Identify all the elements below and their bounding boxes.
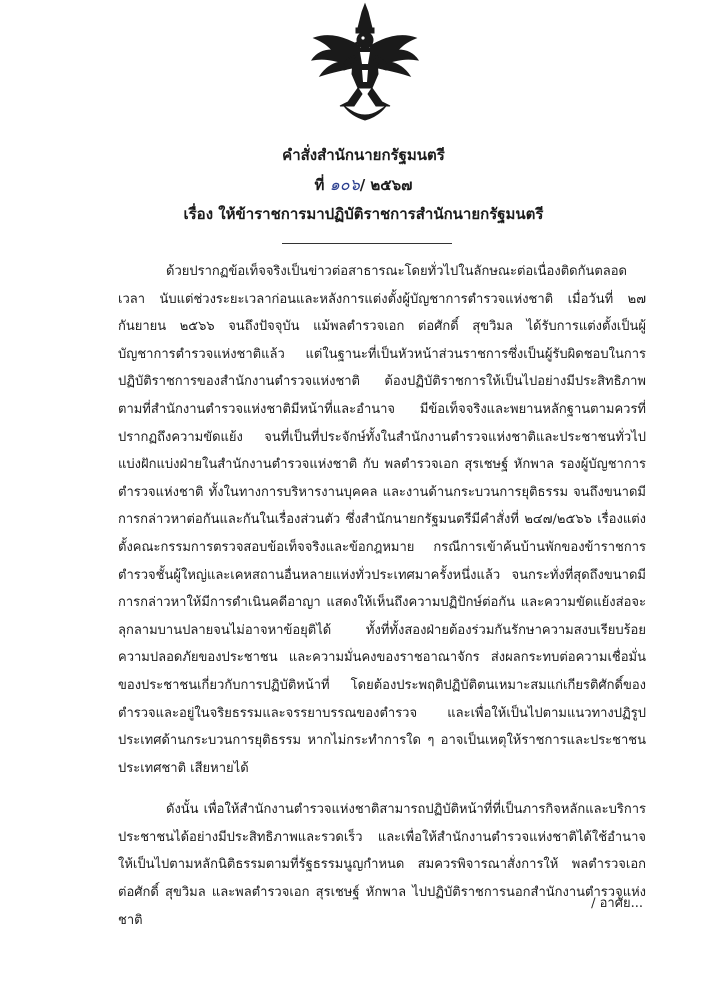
document-body <box>118 258 646 934</box>
header-divider <box>282 243 452 244</box>
continuation-note: / อาศัย... <box>591 896 643 911</box>
order-number-suffix: / ๒๕๖๗ <box>359 176 413 194</box>
body-paragraph-2: ดังนั้น เพื่อให้สำนักงานตำรวจแห่งชาติสามารถปฏิบัติหน้าที่ที่เป็นภารกิจหลักและบริการประชาชนได้อย่างมีประสิทธิภาพและรวดเร็ว และเพื่อให้สำนักงานตำรวจแห่งชาติได้ใช้อำนาจให้เป็นไปตามหลักนิติธรรมตามที่รัฐธรรมนูญกำหนด สมควรพิจารณาสั่งการให้ พลตำรวจเอก ต่อศักดิ์ สุขวิมล และพลตำรวจเอก สุรเชษฐ์ หักพาล ไปปฏิบัติราชการนอกสำนักงานตำรวจแห่งชาติ <box>118 802 646 928</box>
order-subject: เรื่อง ให้ข้าราชการมาปฏิบัติราชการสำนักนายกรัฐมนตรี <box>183 205 544 223</box>
order-number-handwritten: ๑๐๖ <box>329 175 360 194</box>
body-paragraph-1: ด้วยปรากฏข้อเท็จจริงเป็นข่าวต่อสาธารณะโดยทั่วไปในลักษณะต่อเนื่องติดกันตลอดเวลา นับแต่ช่วงระยะเวลาก่อนและหลังการแต่งตั้งผู้บัญชาการตำรวจแห่งชาติ เมื่อวันที่ ๒๗ กันยายน ๒๕๖๖ จนถึงปัจจุบัน แม้พลตำรวจเอก ต่อศักดิ์ สุขวิมล ได้รับการแต่งตั้งเป็นผู้บัญชาการตำรวจแห่งชาติแล้ว แต่ในฐานะที่เป็นหัวหน้าส่วนราชการซึ่งเป็นผู้รับผิดชอบในการปฏิบัติราชการของสำนักงานตำรวจแห่งชาติ ต้องปฏิบัติราชการให้เป็นไปอย่างมีประสิทธิภาพตามที่สำนักงานตำรวจแห่งชาติมีหน้าที่และอำนาจ มีข้อเท็จจริงและพยานหลักฐานตามควรที่ปรากฏถึงความขัดแย้ง จนที่เป็นที่ประจักษ์ทั้งในสำนักงานตำรวจแห่งชาติและประชาชนทั่วไป แบ่งฝักแบ่งฝ่ายในสำนักงานตำรวจแห่งชาติ กับ พลตำรวจเอก สุรเชษฐ์ หักพาล รองผู้บัญชาการตำรวจแห่งชาติ ทั้งในทางการบริหารงานบุคคล และงานด้านกระบวนการยุติธรรม จนถึงขนาดมีการกล่าวหาต่อกันและกันในเรื่องส่วนตัว ซึ่งสำนักนายกรัฐมนตรีมีคำสั่งที่ ๒๔๗/๒๕๖๖ เรื่องแต่งตั้งคณะกรรมการตรวจสอบข้อเท็จจริงและข้อกฎหมาย กรณีการเข้าค้นบ้านพักของข้าราชการตำรวจชั้นผู้ใหญ่และเคหสถานอื่นหลายแห่งทั่วประเทศมาครั้งหนึ่งแล้ว จนกระทั่งที่สุดถึงขนาดมีการกล่าวหาให้มีการดำเนินคดีอาญา แสดงให้เห็นถึงความปฏิปักษ์ต่อกัน และความขัดแย้งส่อจะลุกลามบานปลายจนไม่อาจหาข้อยุติได้ ทั้งที่ทั้งสองฝ่ายต้องร่วมกันรักษาความสงบเรียบร้อย ความปลอดภัยของประชาชน และความมั่นคงของราชอาณาจักร ส่งผลกระทบต่อความเชื่อมั่นของประชาชนเกี่ยวกับการปฏิบัติหน้าที่ โดยต้องประพฤติปฏิบัติตนเหมาะสมแก่เกียรติศักดิ์ของตำรวจและอยู่ในจริยธรรมและจรรยาบรรณของตำรวจ และเพื่อให้เป็นไปตามแนวทางปฏิรูปประเทศด้านกระบวนการยุติธรรม หากไม่กระทำการใด ๆ อาจเป็นเหตุให้ราชการและประชาชน ประเทศชาติ เสียหายได้ <box>118 264 646 776</box>
order-number-line <box>0 174 727 196</box>
order-number-prefix: ที่ <box>314 176 325 194</box>
order-title: คำสั่งสำนักนายกรัฐมนตรี <box>282 146 445 164</box>
garuda-emblem-icon <box>310 2 420 124</box>
